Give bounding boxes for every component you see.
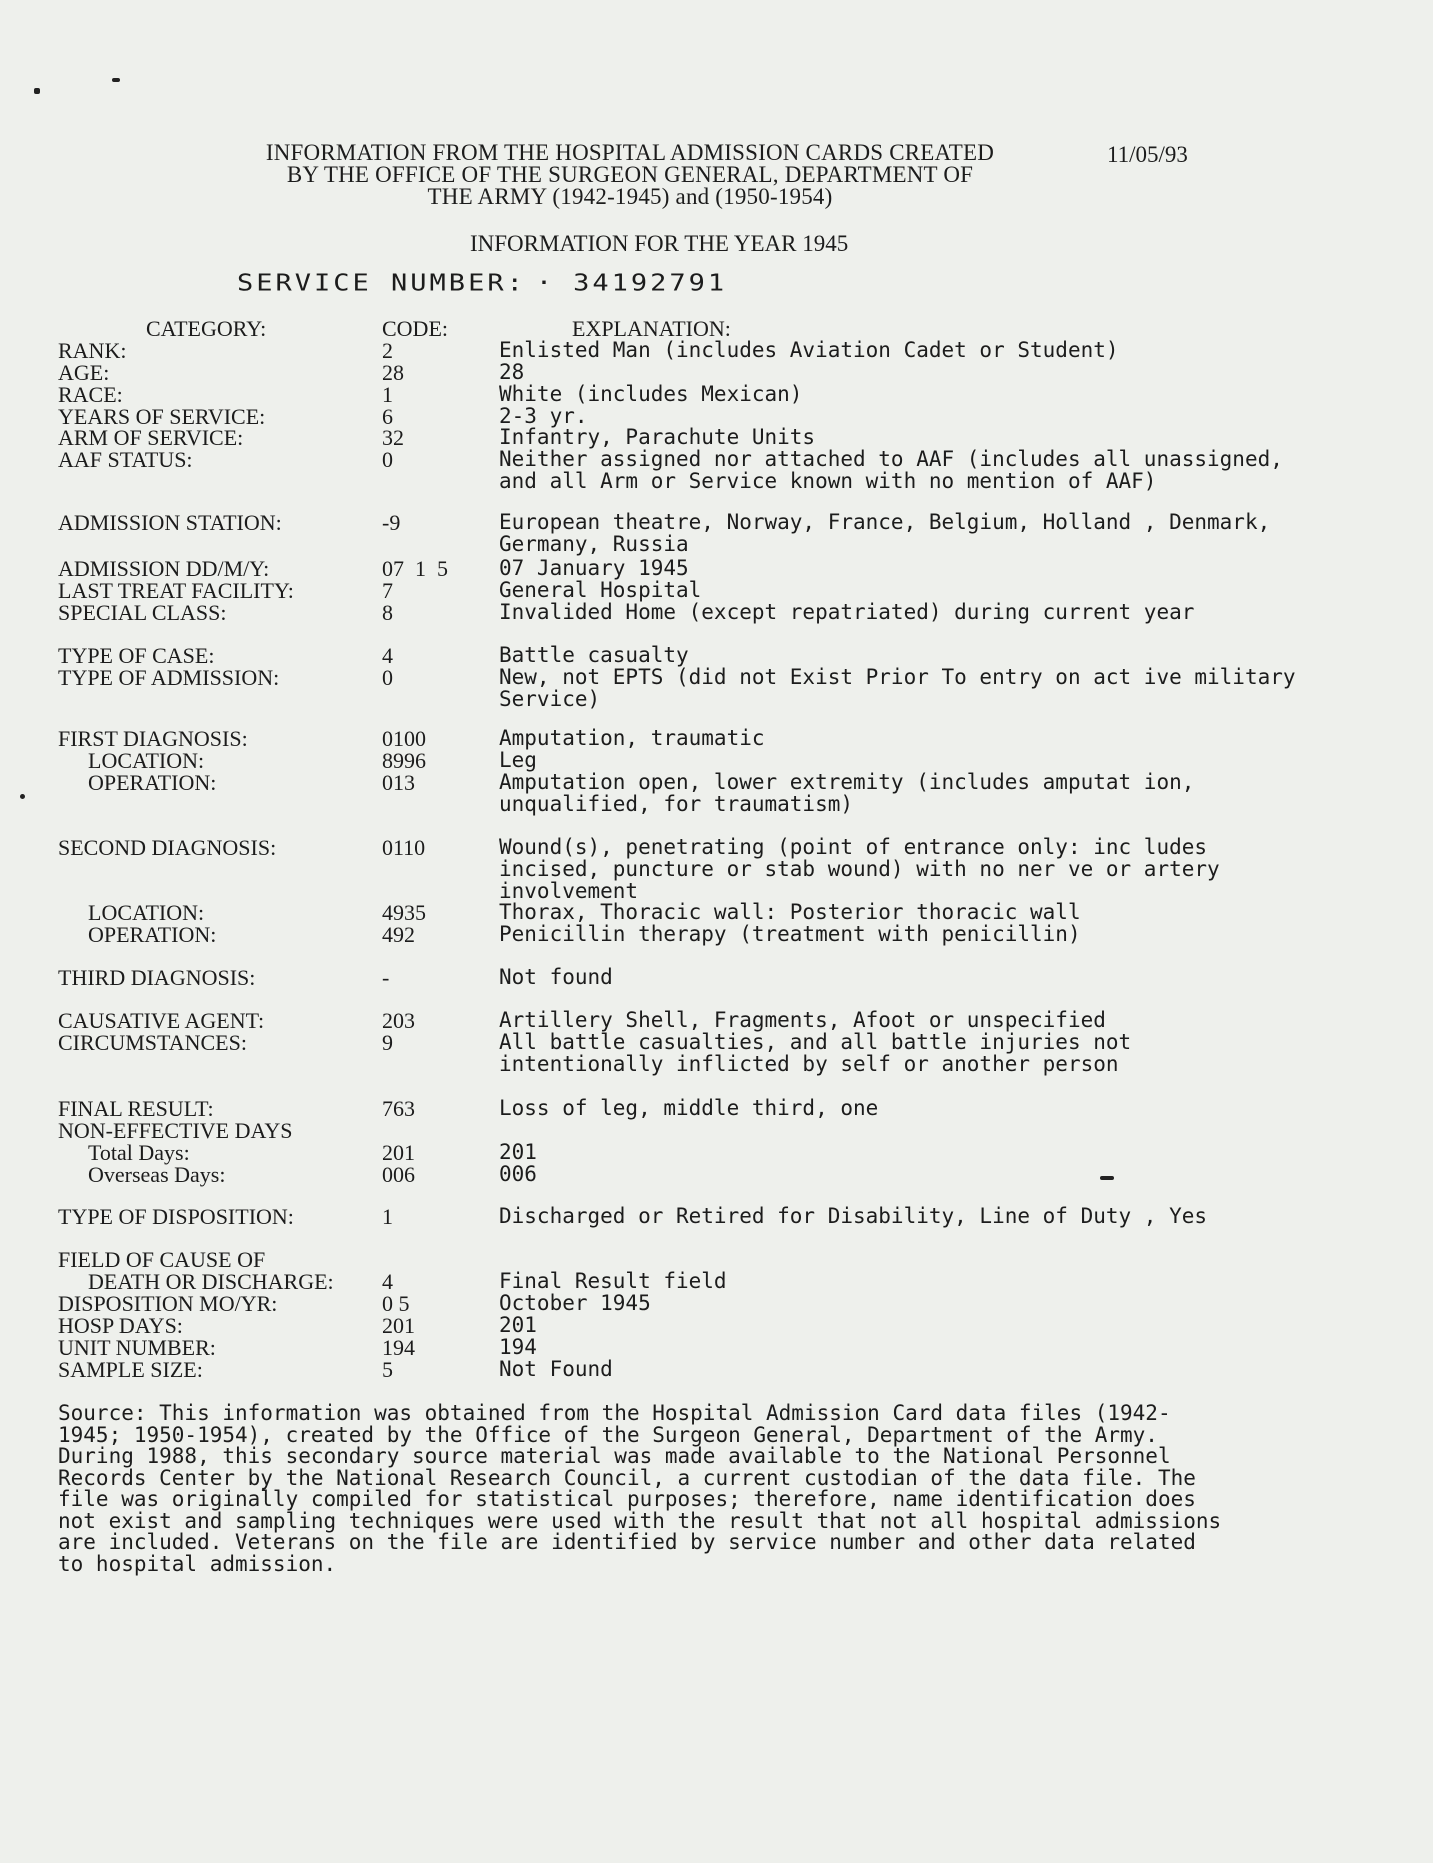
row-explanation: Amputation open, lower extremity (includes amputat ion, unqualified, for traumatism) [499,770,1195,816]
row-code: 5 [382,1357,393,1382]
row-explanation: Infantry, Parachute Units [499,425,816,449]
document-header [220,142,1040,208]
service-number-label: SERVICE NUMBER: [237,270,526,297]
row-category: LOCATION: [88,748,205,773]
row-explanation: Artillery Shell, Fragments, Afoot or unspecified [499,1008,1106,1032]
year-heading: INFORMATION FOR THE YEAR 1945 [470,231,849,256]
row-code: 0100 [382,726,426,751]
row-explanation: Not found [499,965,613,989]
row-code: 8996 [382,748,426,773]
row-explanation: Loss of leg, middle third, one [499,1096,879,1120]
row-code: 492 [382,922,415,947]
row-code: -9 [382,510,401,535]
report-date: 11/05/93 [1107,142,1188,167]
row-explanation: New, not EPTS (did not Exist Prior To entry on act ive military Service) [499,665,1296,711]
scan-mark [112,78,120,82]
row-explanation: Penicillin therapy (treatment with penicillin) [499,922,1081,946]
row-code: 0110 [382,835,426,860]
row-category: SAMPLE SIZE: [58,1357,203,1382]
row-code: 1 [382,382,393,407]
header-line-2: BY THE OFFICE OF THE SURGEON GENERAL, DEPARTMENT OF [286,162,974,187]
row-category: FIRST DIAGNOSIS: [58,726,248,751]
row-code: 194 [382,1335,415,1360]
row-code: 28 [382,360,404,385]
column-header-explanation: EXPLANATION: [572,316,731,341]
row-code: 1 [382,1204,393,1229]
header-line-3: THE ARMY (1942-1945) and (1950-1954) [427,184,833,209]
row-category: TYPE OF DISPOSITION: [58,1204,294,1229]
row-category: LOCATION: [88,900,205,925]
row-category: HOSP DAYS: [58,1313,183,1338]
row-explanation: Battle casualty [499,643,689,667]
row-code: 4 [382,1269,393,1294]
row-explanation: Invalided Home (except repatriated) during current year [499,600,1195,624]
source-note: Source: This information was obtained from the Hospital Admission Card data files (1942-1945; 1950-1954), created by the Office of the Surgeon General, Department of the Army. During 1988, this secondary source material was made available to the National Personnel Records Center by the National Research Council, a current custodian of the data file. The file was originally compiled for statistical purposes; therefore, name identification does not exist and sampling techniques were used with the result that not all hospital admissions are included. Veterans on the file are identified by service number and other data related to hospital admission. [58,1401,1222,1576]
row-explanation: All battle casualties, and all battle injuries not intentionally inflicted by self or another person [499,1030,1132,1076]
row-category: FINAL RESULT: [58,1096,214,1121]
scan-mark [1100,1176,1114,1180]
scan-mark [34,88,40,94]
row-explanation: 201 [499,1140,537,1164]
row-code: 0 5 [382,1291,410,1316]
row-code: 763 [382,1096,415,1121]
row-category: ADMISSION STATION: [58,510,282,535]
row-code: 8 [382,600,393,625]
row-category: Total Days: [88,1140,190,1165]
row-category: THIRD DIAGNOSIS: [58,965,256,990]
row-code: 9 [382,1030,393,1055]
row-explanation: General Hospital [499,578,702,602]
row-category: SPECIAL CLASS: [58,600,227,625]
row-explanation: Wound(s), penetrating (point of entrance only: inc ludes incised, puncture or stab wound) with no ner ve or artery involvement [499,835,1220,903]
row-explanation: 2-3 yr. [499,404,588,428]
row-code: 7 [382,578,393,603]
row-code: - [382,965,390,990]
row-explanation: 28 [499,360,525,384]
row-category: ADMISSION DD/M/Y: [58,556,270,581]
row-code: 32 [382,425,404,450]
row-code: 0 [382,447,393,472]
row-explanation: Neither assigned nor attached to AAF (includes all unassigned, and all Arm or Service known with no mention of AAF) [499,447,1283,493]
row-code: 0 [382,665,393,690]
scan-mark [20,794,25,799]
record-table [58,316,1296,1382]
row-category: TYPE OF CASE: [58,643,215,668]
header-line-1: INFORMATION FROM THE HOSPITAL ADMISSION CARDS CREATED [265,140,995,165]
row-code: 006 [382,1162,415,1187]
row-code: 4935 [382,900,426,925]
row-code: 4 [382,643,393,668]
row-category: ARM OF SERVICE: [58,425,244,450]
row-explanation: Not Found [499,1357,613,1381]
row-category: DISPOSITION MO/YR: [58,1291,278,1316]
row-category: AAF STATUS: [58,447,193,472]
row-explanation: White (includes Mexican) [499,382,803,406]
row-category: SECOND DIAGNOSIS: [58,835,277,860]
row-explanation: Enlisted Man (includes Aviation Cadet or Student) [499,338,1119,362]
row-explanation: Discharged or Retired for Disability, Line of Duty , Yes [499,1204,1208,1228]
row-explanation: 201 [499,1313,537,1337]
row-code: 013 [382,770,415,795]
row-explanation: Amputation, traumatic [499,726,765,750]
row-explanation: European theatre, Norway, France, Belgium, Holland , Denmark, Germany, Russia [499,510,1271,556]
row-code: 2 [382,338,393,363]
column-header-category: CATEGORY: [146,316,267,341]
row-category: FIELD OF CAUSE OF [58,1247,266,1272]
service-number-separator: · [535,270,556,297]
column-header-code: CODE: [382,316,448,341]
row-explanation: Thorax, Thoracic wall: Posterior thoracic wall [499,900,1081,924]
row-explanation: Final Result field [499,1269,727,1293]
row-category: OPERATION: [88,922,217,947]
row-explanation: 194 [499,1335,537,1359]
row-category: CIRCUMSTANCES: [58,1030,247,1055]
row-category: TYPE OF ADMISSION: [58,665,280,690]
row-category: Overseas Days: [88,1162,226,1187]
row-code: 07 1 5 [382,556,448,581]
row-code: 6 [382,404,393,429]
row-code: 201 [382,1313,415,1338]
row-category: UNIT NUMBER: [58,1335,216,1360]
row-explanation: October 1945 [499,1291,651,1315]
row-explanation: Leg [499,748,537,772]
row-category: RANK: [58,338,127,363]
service-number-value: 34192791 [573,270,728,297]
row-code: 203 [382,1008,415,1033]
table-header-row [58,318,1248,340]
row-code: 201 [382,1140,415,1165]
row-category: YEARS OF SERVICE: [58,404,266,429]
row-category: AGE: [58,360,110,385]
row-category: DEATH OR DISCHARGE: [88,1269,334,1294]
row-category: CAUSATIVE AGENT: [58,1008,265,1033]
row-category: RACE: [58,382,123,407]
row-category: OPERATION: [88,770,217,795]
row-category: NON-EFFECTIVE DAYS [58,1118,293,1143]
row-category: LAST TREAT FACILITY: [58,578,294,603]
row-explanation: 006 [499,1162,537,1186]
service-number-heading [237,270,727,296]
row-explanation: 07 January 1945 [499,556,689,580]
